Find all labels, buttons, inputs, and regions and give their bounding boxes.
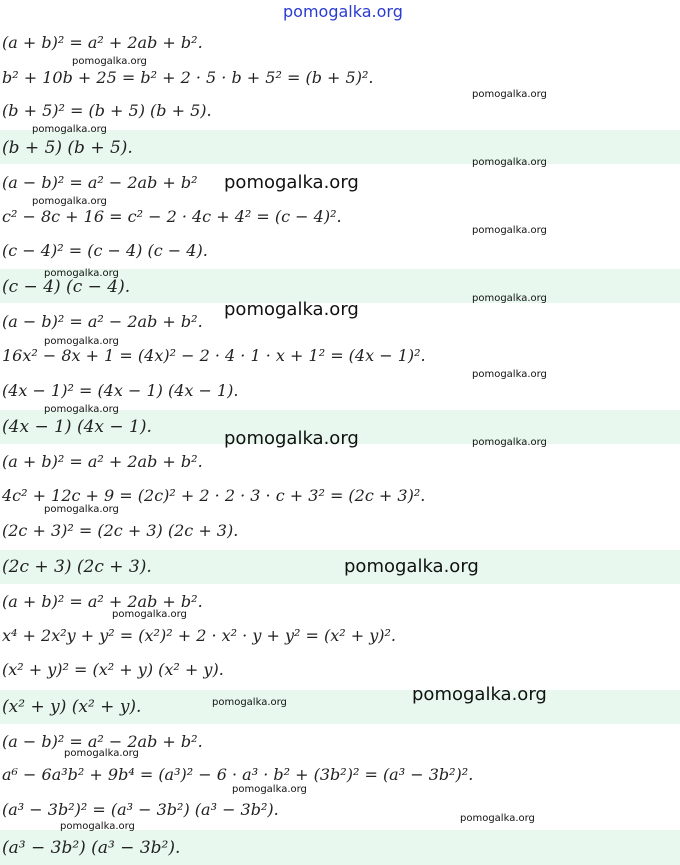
formula-line: (a − b)² = a² − 2ab + b². xyxy=(2,312,203,331)
formula-line: b² + 10b + 25 = b² + 2 · 5 · b + 5² = (b + 5)². xyxy=(2,68,374,87)
answer-line: (4x − 1) (4x − 1). xyxy=(2,417,152,437)
answer-line: (c − 4) (c − 4). xyxy=(2,277,131,297)
formula-line: c² − 8c + 16 = c² − 2 · 4c + 4² = (c − 4)². xyxy=(2,207,342,226)
formula-line: (b + 5)² = (b + 5) (b + 5). xyxy=(2,101,212,120)
watermark: pomogalka.org xyxy=(224,172,359,193)
formula-line: (4x − 1)² = (4x − 1) (4x − 1). xyxy=(2,381,239,400)
watermark: pomogalka.org xyxy=(460,813,535,824)
watermark: pomogalka.org xyxy=(472,437,547,448)
watermark: pomogalka.org xyxy=(60,821,135,832)
watermark: pomogalka.org xyxy=(472,369,547,380)
formula-line: (a − b)² = a² − 2ab + b². xyxy=(2,732,203,751)
answer-line: (x² + y) (x² + y). xyxy=(2,697,142,717)
formula-line: a⁶ − 6a³b² + 9b⁴ = (a³)² − 6 · a³ · b² + (3b²)² = (a³ − 3b²)². xyxy=(2,765,474,784)
formula-line: (a − b)² = a² − 2ab + b² xyxy=(2,173,198,192)
formula-line: (a + b)² = a² + 2ab + b². xyxy=(2,452,203,471)
watermark: pomogalka.org xyxy=(44,336,119,347)
watermark: pomogalka.org xyxy=(72,56,147,67)
watermark: pomogalka.org xyxy=(32,196,107,207)
watermark: pomogalka.org xyxy=(472,89,547,100)
watermark: pomogalka.org xyxy=(472,157,547,168)
formula-line: (c − 4)² = (c − 4) (c − 4). xyxy=(2,241,208,260)
watermark: pomogalka.org xyxy=(232,784,307,795)
watermark: pomogalka.org xyxy=(224,299,359,320)
watermark: pomogalka.org xyxy=(112,609,187,620)
watermark: pomogalka.org xyxy=(44,268,119,279)
watermark: pomogalka.org xyxy=(44,404,119,415)
watermark: pomogalka.org xyxy=(44,504,119,515)
formula-line: (2c + 3)² = (2c + 3) (2c + 3). xyxy=(2,521,239,540)
formula-line: 16x² − 8x + 1 = (4x)² − 2 · 4 · 1 · x + 1² = (4x − 1)². xyxy=(2,346,426,365)
answer-line: (b + 5) (b + 5). xyxy=(2,138,133,158)
formula-line: x⁴ + 2x²y + y² = (x²)² + 2 · x² · y + y² = (x² + y)². xyxy=(2,626,397,645)
formula-line: (a + b)² = a² + 2ab + b². xyxy=(2,33,203,52)
answer-line: (a³ − 3b²) (a³ − 3b²). xyxy=(2,838,181,858)
formula-line: (a + b)² = a² + 2ab + b². xyxy=(2,592,203,611)
watermark: pomogalka.org xyxy=(224,428,359,449)
watermark: pomogalka.org xyxy=(64,748,139,759)
answer-line: (2c + 3) (2c + 3). xyxy=(2,557,152,577)
formula-line: 4c² + 12c + 9 = (2c)² + 2 · 2 · 3 · c + 3² = (2c + 3)². xyxy=(2,486,426,505)
watermark: pomogalka.org xyxy=(344,556,479,577)
watermark: pomogalka.org xyxy=(472,225,547,236)
watermark: pomogalka.org xyxy=(472,293,547,304)
site-header-watermark: pomogalka.org xyxy=(283,2,403,21)
formula-line: (a³ − 3b²)² = (a³ − 3b²) (a³ − 3b²). xyxy=(2,800,279,819)
watermark: pomogalka.org xyxy=(412,684,547,705)
formula-line: (x² + y)² = (x² + y) (x² + y). xyxy=(2,660,224,679)
watermark: pomogalka.org xyxy=(32,124,107,135)
watermark: pomogalka.org xyxy=(212,697,287,708)
